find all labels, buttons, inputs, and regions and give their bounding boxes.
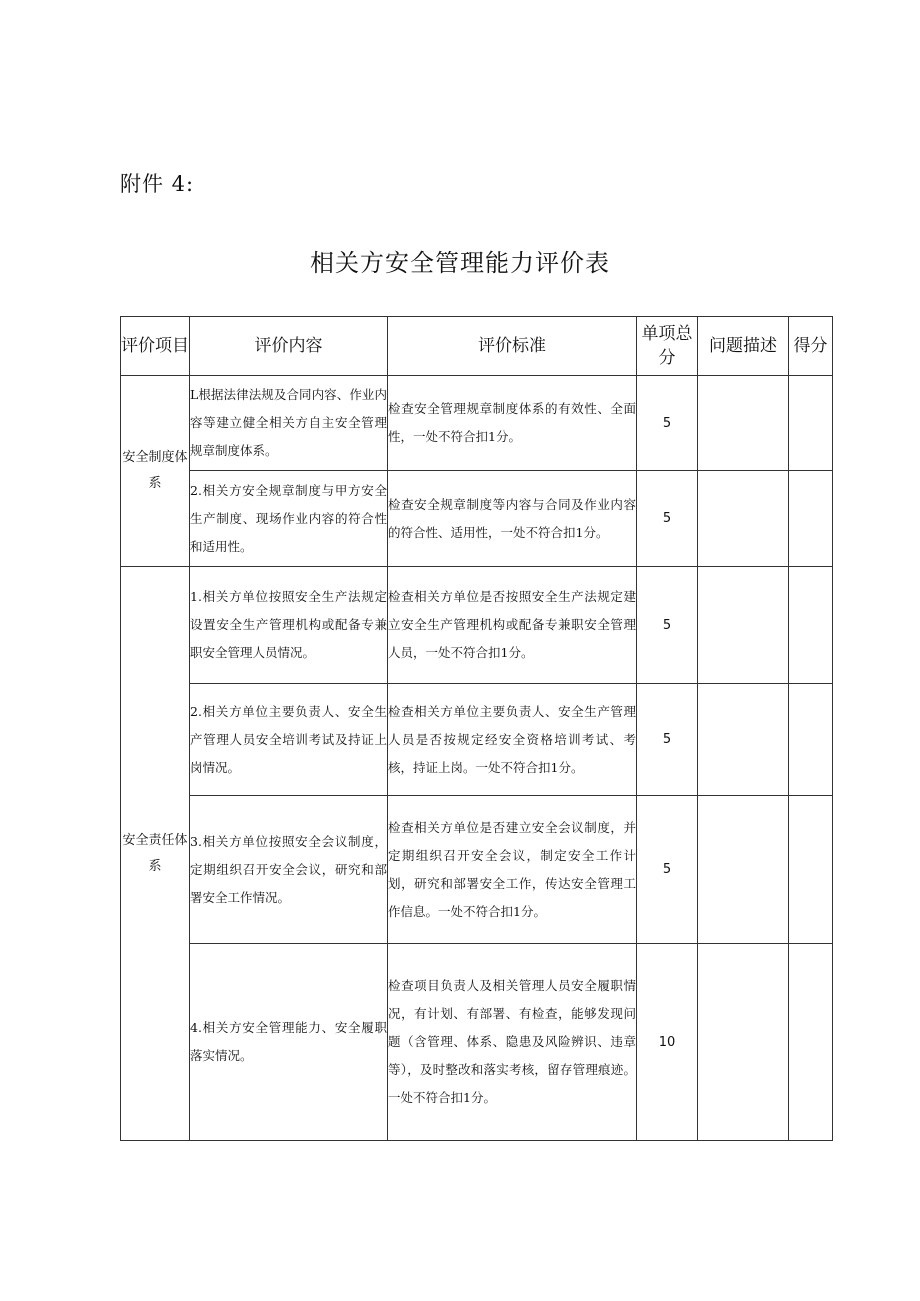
row-standard: 检查安全规章制度等内容与合同及作业内容的符合性、适用性，一处不符合扣1分。	[388, 471, 637, 567]
score-cell[interactable]	[789, 471, 833, 567]
row-standard: 检查相关方单位是否建立安全会议制度，并定期组织召开安全会议，制定安全工作计划，研究和部署安全工作，传达安全管理工作信息。一处不符合扣1分。	[388, 796, 637, 944]
problem-cell[interactable]	[698, 944, 789, 1141]
row-standard: 检查相关方单位是否按照安全生产法规定建立安全生产管理机构或配备专兼职安全管理人员，一处不符合扣1分。	[388, 567, 637, 684]
row-content: 2.相关方安全规章制度与甲方安全生产制度、现场作业内容的符合性和适用性。	[190, 471, 388, 567]
header-score: 得分	[789, 317, 833, 376]
page-title: 相关方安全管理能力评价表	[310, 249, 610, 277]
problem-cell[interactable]	[698, 376, 789, 471]
score-cell[interactable]	[789, 796, 833, 944]
score-cell[interactable]	[789, 567, 833, 684]
problem-cell[interactable]	[698, 796, 789, 944]
row-standard: 检查项目负责人及相关管理人员安全履职情况，有计划、有部署、有检查，能够发现问题（含管理、体系、隐患及风险辨识、违章等），及时整改和落实考核，留存管理痕迹。一处不符合扣1分。	[388, 944, 637, 1141]
row-standard: 检查相关方单位主要负责人、安全生产管理人员是否按规定经安全资格培训考试、考核，持证上岗。一处不符合扣1分。	[388, 684, 637, 796]
table-row	[121, 796, 833, 944]
group-name: 安全责任体系	[121, 567, 190, 1141]
row-content: 4.相关方安全管理能力、安全履职落实情况。	[190, 944, 388, 1141]
header-points: 单项总分	[637, 317, 698, 376]
header-row	[121, 317, 833, 376]
score-cell[interactable]	[789, 684, 833, 796]
row-content: 3.相关方单位按照安全会议制度，定期组织召开安全会议，研究和部署安全工作情况。	[190, 796, 388, 944]
problem-cell[interactable]	[698, 567, 789, 684]
score-cell[interactable]	[789, 944, 833, 1141]
problem-cell[interactable]	[698, 471, 789, 567]
table-row	[121, 684, 833, 796]
score-cell[interactable]	[789, 376, 833, 471]
row-points: 5	[637, 376, 698, 471]
header-project: 评价项目	[121, 317, 190, 376]
header-standard: 评价标准	[388, 317, 637, 376]
row-content: L根据法律法规及合同内容、作业内容等建立健全相关方自主安全管理规章制度体系。	[190, 376, 388, 471]
row-points: 10	[637, 944, 698, 1141]
row-points: 5	[637, 796, 698, 944]
row-points: 5	[637, 684, 698, 796]
table-row	[121, 567, 833, 684]
row-standard: 检查安全管理规章制度体系的有效性、全面性，一处不符合扣1分。	[388, 376, 637, 471]
header-problem: 问题描述	[698, 317, 789, 376]
group-name: 安全制度体系	[121, 376, 190, 567]
row-content: 1.相关方单位按照安全生产法规定设置安全生产管理机构或配备专兼职安全管理人员情况。	[190, 567, 388, 684]
problem-cell[interactable]	[698, 684, 789, 796]
row-points: 5	[637, 567, 698, 684]
table-row	[121, 376, 833, 471]
row-content: 2.相关方单位主要负责人、安全生产管理人员安全培训考试及持证上岗情况。	[190, 684, 388, 796]
evaluation-table	[120, 316, 833, 1141]
row-points: 5	[637, 471, 698, 567]
table-row	[121, 944, 833, 1141]
table-row	[121, 471, 833, 567]
attachment-label: 附件 4:	[120, 172, 195, 196]
header-content: 评价内容	[190, 317, 388, 376]
